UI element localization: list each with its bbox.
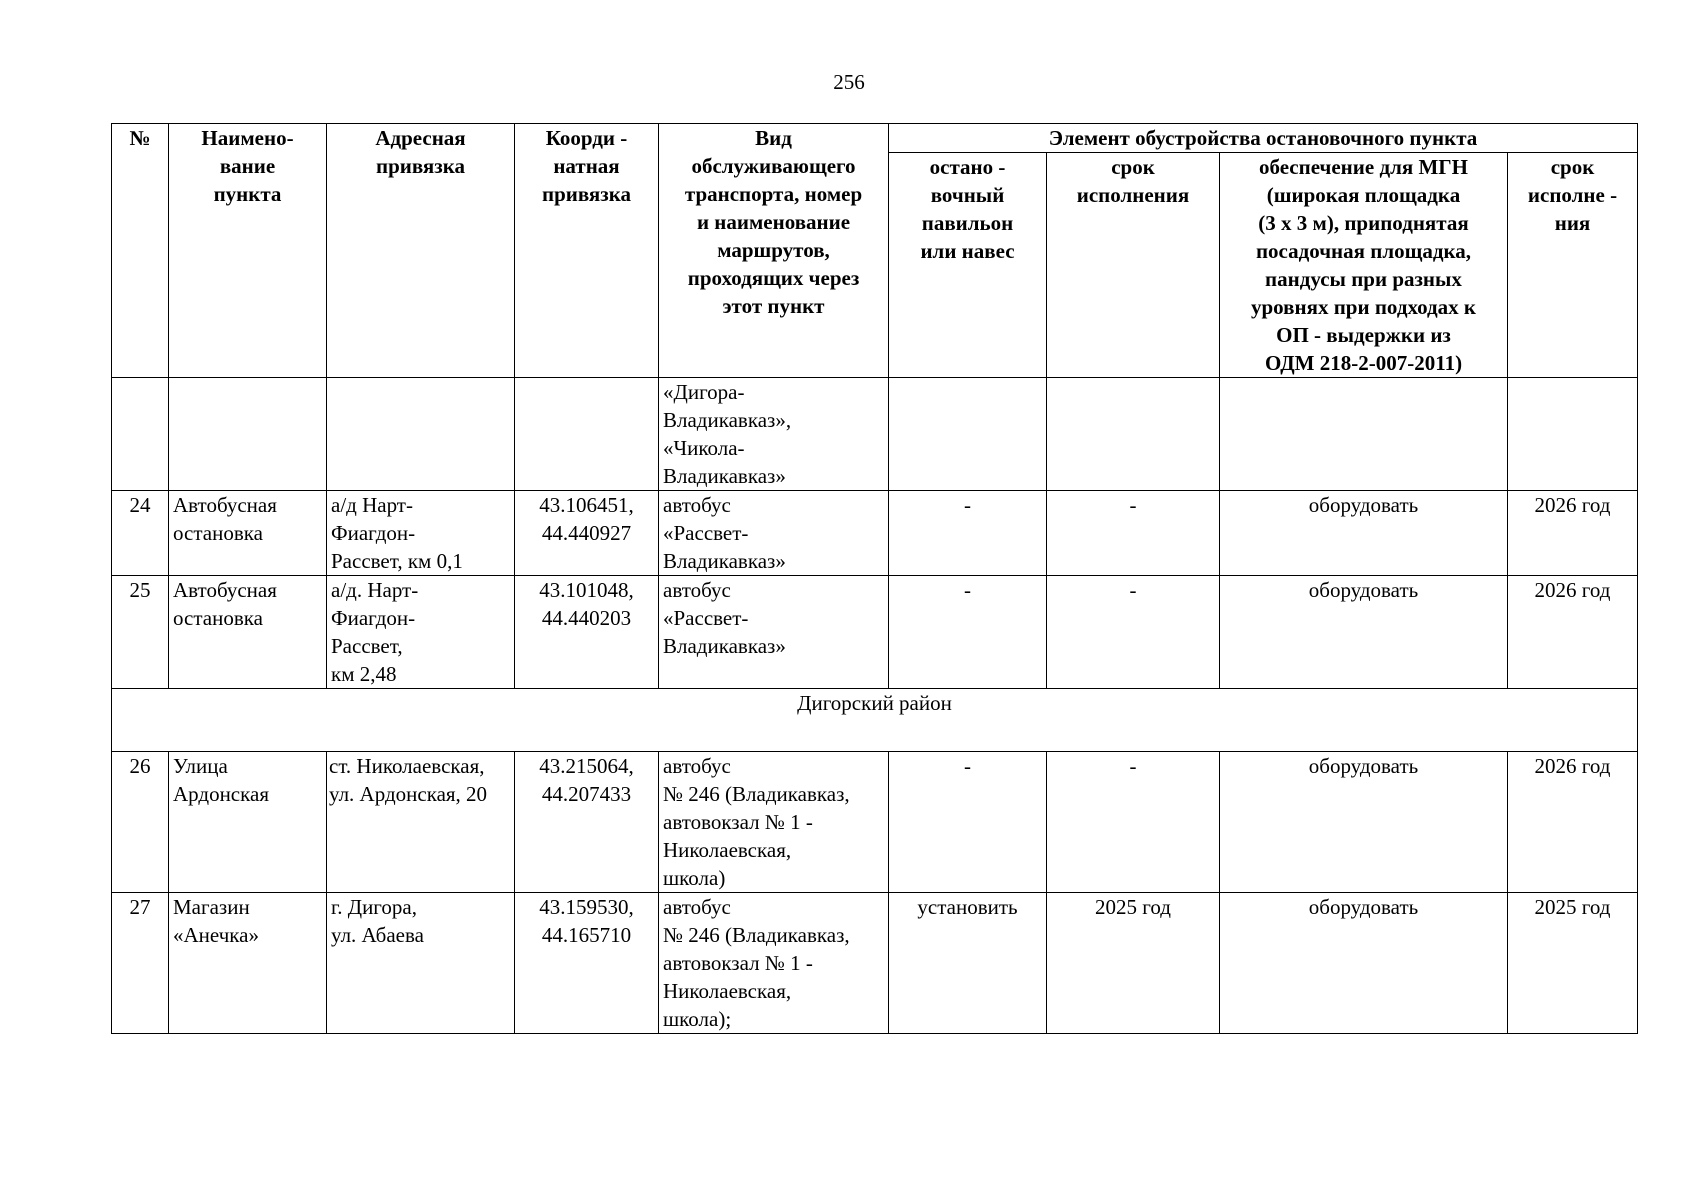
cell-name: Магазин «Анечка» (169, 893, 327, 1034)
section-row (112, 689, 1638, 752)
cell-pavilion (889, 378, 1047, 491)
cell-transport: автобус № 246 (Владикавказ, автовокзал № 1 - Николаевская, школа) (659, 752, 889, 893)
cell-address: ст. Николаевская, ул. Ардонская, 20 (327, 752, 515, 893)
header-row-1 (112, 124, 1638, 153)
page-number: 256 (833, 70, 865, 94)
cell-mgn (1220, 378, 1508, 491)
cell-term2: 2025 год (1508, 893, 1638, 1034)
cell-name: Автобусная остановка (169, 491, 327, 576)
cell-coords: 43.159530, 44.165710 (515, 893, 659, 1034)
cell-term2: 2026 год (1508, 491, 1638, 576)
cell-term1 (1047, 378, 1220, 491)
header-address: Адресная привязка (327, 124, 515, 378)
cell-pavilion: - (889, 491, 1047, 576)
section-title: Дигорский район (112, 689, 1638, 752)
table-row (112, 378, 1638, 491)
cell-num: 25 (112, 576, 169, 689)
header-term1: срок исполнения (1047, 153, 1220, 378)
cell-coords (515, 378, 659, 491)
table-row (112, 893, 1638, 1034)
table-row (112, 576, 1638, 689)
cell-address: г. Дигора, ул. Абаева (327, 893, 515, 1034)
cell-transport: автобус № 246 (Владикавказ, автовокзал № 1 - Николаевская, школа); (659, 893, 889, 1034)
header-term2: срок исполне - ния (1508, 153, 1638, 378)
cell-num: 24 (112, 491, 169, 576)
header-mgn: обеспечение для МГН (широкая площадка (3 х 3 м), приподнятая посадочная площадка, пандусы при разных уровнях при подходах к ОП - выдержки из ОДМ 218-2-007-2011) (1220, 153, 1508, 378)
cell-address (327, 378, 515, 491)
cell-mgn: оборудовать (1220, 576, 1508, 689)
cell-pavilion: - (889, 752, 1047, 893)
cell-name: Улица Ардонская (169, 752, 327, 893)
cell-mgn: оборудовать (1220, 893, 1508, 1034)
cell-pavilion: - (889, 576, 1047, 689)
cell-coords: 43.215064, 44.207433 (515, 752, 659, 893)
header-coords: Коорди - натная привязка (515, 124, 659, 378)
cell-transport: «Дигора- Владикавказ», «Чикола- Владикавказ» (659, 378, 889, 491)
cell-address: а/д Нарт- Фиагдон- Рассвет, км 0,1 (327, 491, 515, 576)
cell-term1: 2025 год (1047, 893, 1220, 1034)
cell-term1: - (1047, 752, 1220, 893)
cell-term2: 2026 год (1508, 752, 1638, 893)
cell-transport: автобус «Рассвет- Владикавказ» (659, 491, 889, 576)
table-row (112, 752, 1638, 893)
cell-name: Автобусная остановка (169, 576, 327, 689)
header-transport: Вид обслуживающего транспорта, номер и наименование маршрутов, проходящих через этот пункт (659, 124, 889, 378)
cell-mgn: оборудовать (1220, 491, 1508, 576)
cell-pavilion: установить (889, 893, 1047, 1034)
cell-transport: автобус «Рассвет- Владикавказ» (659, 576, 889, 689)
cell-name (169, 378, 327, 491)
cell-term2: 2026 год (1508, 576, 1638, 689)
header-group: Элемент обустройства остановочного пункта (889, 124, 1638, 153)
table-row (112, 491, 1638, 576)
cell-coords: 43.106451, 44.440927 (515, 491, 659, 576)
cell-mgn: оборудовать (1220, 752, 1508, 893)
cell-term1: - (1047, 576, 1220, 689)
cell-num: 26 (112, 752, 169, 893)
cell-coords: 43.101048, 44.440203 (515, 576, 659, 689)
bus-stops-table (111, 123, 1638, 1034)
cell-num: 27 (112, 893, 169, 1034)
cell-term2 (1508, 378, 1638, 491)
header-name: Наимено- вание пункта (169, 124, 327, 378)
cell-num (112, 378, 169, 491)
header-pavilion: остано - вочный павильон или навес (889, 153, 1047, 378)
header-num: № (112, 124, 169, 378)
cell-address: а/д. Нарт- Фиагдон- Рассвет, км 2,48 (327, 576, 515, 689)
cell-term1: - (1047, 491, 1220, 576)
